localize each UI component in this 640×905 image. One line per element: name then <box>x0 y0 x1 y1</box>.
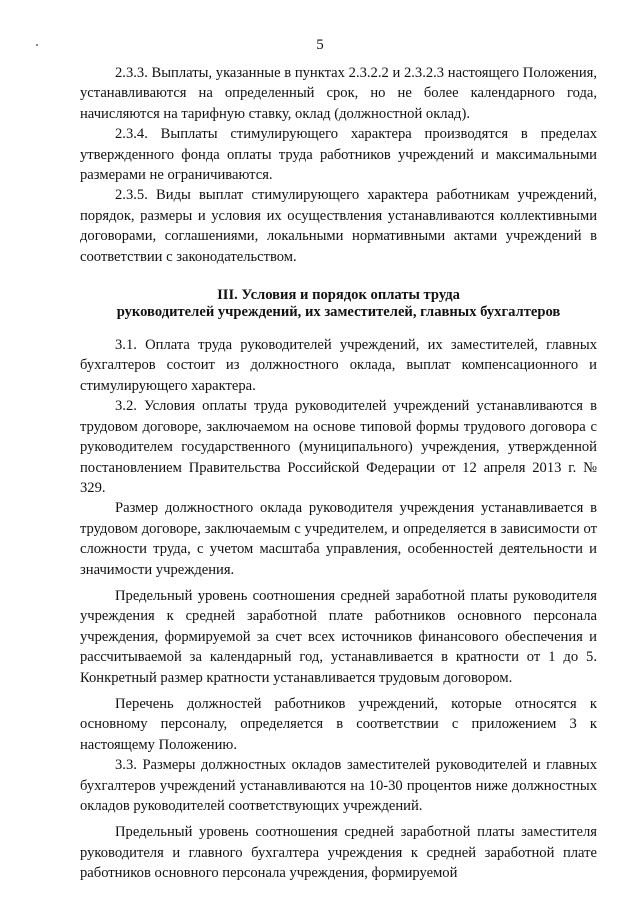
page-content <box>80 63 597 884</box>
paragraph-3-3: 3.3. Размеры должностных окладов заместителей руководителей и главных бухгалтеров учреждений устанавливаются на 10-30 процентов ниже должностных окладов руководителей соответствующих учреждений. <box>80 757 597 814</box>
paragraph-2-3-4: 2.3.4. Выплаты стимулирующего характера производятся в пределах утвержденного фонда оплаты труда работников учреждений и максимальными размерами не ограничиваются. <box>80 126 597 184</box>
section-heading <box>80 287 597 321</box>
paragraph-personnel-list: Перечень должностей работников учреждений, которые относятся к основному персоналу, определяется в соответствии с приложением 3 к настоящему Положению. <box>80 695 597 753</box>
section-title-line-2: руководителей учреждений, их заместителей, главных бухгалтеров <box>116 304 561 321</box>
paragraph-salary-size: Размер должностного оклада руководителя учреждения устанавливается в трудовом договоре, заключаемым с учредителем, и определяется в зависимости от сложности труда, с учетом масштаба управления, особенностей деятельности и значимости учреждения. <box>80 500 597 578</box>
paragraph-3-1: 3.1. Оплата труда руководителей учреждений, их заместителей, главных бухгалтеров состоит из должностного оклада, выплат компенсационного и стимулирующего характера. <box>80 337 597 394</box>
section-title-line-1: III. Условия и порядок оплаты труда <box>217 287 460 304</box>
page-number: 5 <box>316 37 324 53</box>
paragraph-ratio-limit: Предельный уровень соотношения средней заработной платы руководителя учреждения к средней заработной плате работников основного персонала учреждения, формируемой за счет всех источников финансового обеспечения и рассчитываемой за календарный год, устанавливается в кратности от 1 до 5. Конкретный размер кратности устанавливается трудовым договором. <box>80 587 597 686</box>
paragraph-3-2: 3.2. Условия оплаты труда руководителей учреждений устанавливаются в трудовом договоре, заключаемом на основе типовой формы трудового договора с руководителем государственного (муниципального) учреждения, утвержденной постановлением Правительства Российской Федерации от 12 апреля 2013 г. № 329. <box>80 398 597 496</box>
paragraph-2-3-3: 2.3.3. Выплаты, указанные в пунктах 2.3.2.2 и 2.3.2.3 настоящего Положения, устанавливаются на определенный срок, но не более календарного года, начисляются на тарифную ставку, оклад (должностной оклад). <box>80 65 597 122</box>
paragraph-2-3-5: 2.3.5. Виды выплат стимулирующего характера работникам учреждений, порядок, размеры и условия их осуществления устанавливаются коллективными договорами, соглашениями, локальными нормативными актами учреждений в соответствии с законодательством. <box>80 187 597 265</box>
paragraph-deputy-ratio: Предельный уровень соотношения средней заработной платы заместителя руководителя и главного бухгалтера учреждения к средней заработной плате работников основного персонала учреждения, формируемой <box>80 824 597 882</box>
